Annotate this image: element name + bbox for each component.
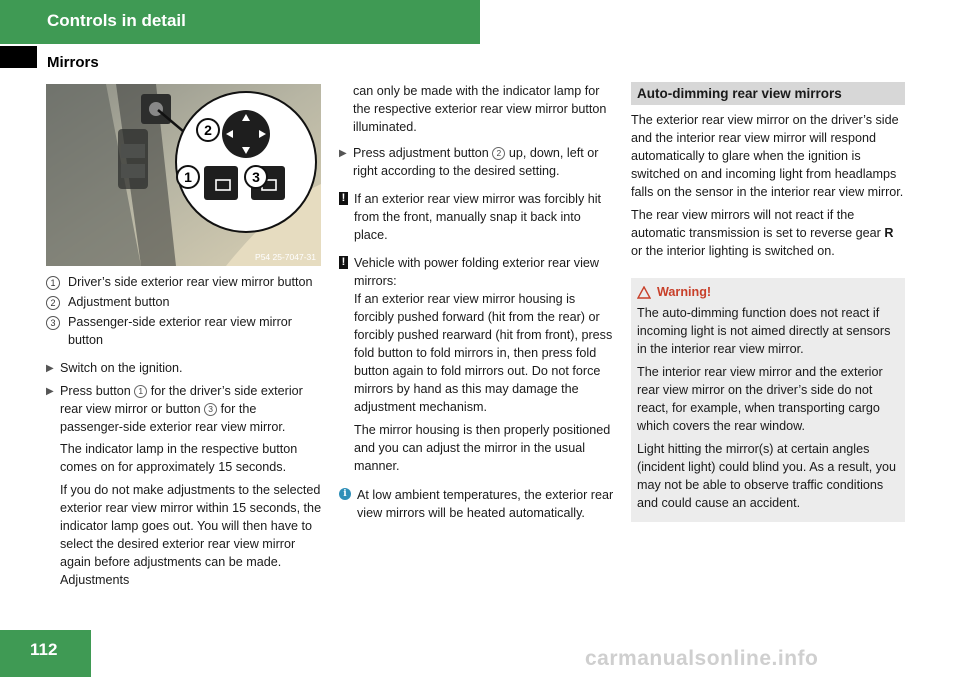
step-text-part: for the passenger-side exterior rear view mirror.	[60, 402, 286, 434]
step-detail: can only be made with the indicator lamp for the respective exterior rear view mirror button illuminated.	[353, 84, 607, 134]
inline-callout-3: 3	[204, 403, 217, 416]
corner-block	[0, 46, 37, 68]
step-item	[46, 382, 322, 436]
callout-3-label: 3	[252, 169, 260, 185]
figure-code: P54 25-7047-31	[255, 252, 316, 262]
arrow-bullet-icon: ▶	[339, 148, 347, 159]
legend-number: 1	[46, 276, 60, 290]
step-text: Switch on the ignition.	[60, 361, 183, 375]
arrow-bullet-icon: ▶	[46, 363, 54, 374]
step-text-part: up, down, left or right according to the desired setting.	[353, 146, 599, 178]
page-number-box	[0, 630, 91, 677]
callout-2-label: 2	[204, 122, 212, 138]
step-text-part: Press button	[60, 384, 131, 398]
mirror-controls-photo	[46, 84, 321, 266]
step-text	[60, 382, 322, 436]
legend-text: Passenger-side exterior rear view mirror button	[68, 315, 292, 347]
page-number: 112	[30, 640, 58, 659]
step-item	[339, 144, 616, 180]
middle-column	[339, 82, 616, 528]
inline-callout-2: 2	[492, 147, 505, 160]
gear-letter: R	[884, 226, 894, 240]
left-column	[46, 273, 322, 594]
autodim-paragraph	[631, 206, 907, 260]
step-text-part: for the driver’s side exterior rear view mirror or button	[60, 384, 303, 416]
callout-1-label: 1	[184, 169, 192, 185]
info-note	[339, 486, 616, 522]
note-body	[354, 254, 616, 480]
note-text: If an exterior rear view mirror housing is forcibly pushed forward (hit from the rear) or forcibly pushed rearward (hit from front), press fold button to fold mirrors in, then press fold button again to fold mirrors out. Do not force mirrors by hand as this may damage the adjustment mechanism.	[354, 292, 613, 414]
autodim-text-part: or the interior lighting is switched on.	[631, 244, 835, 258]
legend-item	[46, 313, 322, 349]
info-icon: i	[339, 488, 351, 500]
right-column	[631, 111, 907, 265]
warning-title-text: Warning!	[657, 285, 712, 299]
watermark: carmanualsonline.info	[585, 647, 819, 670]
autodim-heading: Auto-dimming rear view mirrors	[631, 82, 905, 105]
step-detail: The indicator lamp in the respective button comes on for approximately 15 seconds.	[60, 442, 298, 474]
exclamation-icon: !	[339, 256, 348, 269]
legend-number: 2	[46, 296, 60, 310]
autodim-paragraph: The exterior rear view mirror on the driver’s side and the interior rear view mirror will respond automatically to glare when the ignition is switched on and incoming light from headlamps falls on the sensor in the interior rear view mirror.	[631, 113, 904, 199]
header-title: Controls in detail	[47, 11, 186, 30]
caution-note	[339, 254, 616, 480]
warning-triangle-icon	[637, 286, 651, 299]
autodim-text-part: The rear view mirrors will not react if the automatic transmission is set to reverse gear	[631, 208, 881, 240]
note-text: At low ambient temperatures, the exterior rear view mirrors will be heated automatically.	[357, 488, 614, 520]
note-text: The mirror housing is then properly positioned and you can adjust the mirror in the usual manner.	[354, 423, 611, 473]
exclamation-icon: !	[339, 192, 348, 205]
step-detail: If you do not make adjustments to the selected exterior rear view mirror within 15 seconds, the indicator lamp goes out. You will then have to select the desired exterior rear view mirror again before adjustments can be made. Adjustments	[60, 483, 322, 587]
step-item	[46, 359, 322, 378]
warning-title	[637, 283, 899, 301]
header-bar	[0, 0, 480, 44]
inline-callout-1: 1	[134, 385, 147, 398]
legend-text: Adjustment button	[68, 295, 170, 309]
warning-box	[631, 278, 905, 522]
legend-text: Driver’s side exterior rear view mirror button	[68, 275, 313, 289]
caution-note	[339, 190, 616, 244]
legend-item	[46, 273, 322, 291]
note-text: If an exterior rear view mirror was forcibly hit from the front, manually snap it back into place.	[354, 192, 602, 242]
arrow-bullet-icon: ▶	[46, 386, 54, 397]
note-text: Vehicle with power folding exterior rear view mirrors:	[354, 256, 599, 288]
mirror-controls-illustration	[46, 84, 321, 266]
warning-paragraph: The auto-dimming function does not react if incoming light is not aimed directly at sensors in the interior rear view mirror.	[637, 306, 891, 356]
step-text	[353, 144, 616, 180]
step-text-part: Press adjustment button	[353, 146, 489, 160]
section-title: Mirrors	[47, 54, 99, 71]
legend-item	[46, 293, 322, 311]
warning-paragraph: The interior rear view mirror and the exterior rear view mirror on the driver’s side do not react, for example, when transporting cargo which covers the rear window.	[637, 365, 883, 433]
warning-paragraph: Light hitting the mirror(s) at certain angles (incident light) could blind you. As a result, you may not be able to observe traffic conditions and could cause an accident.	[637, 442, 897, 510]
legend-number: 3	[46, 316, 60, 330]
